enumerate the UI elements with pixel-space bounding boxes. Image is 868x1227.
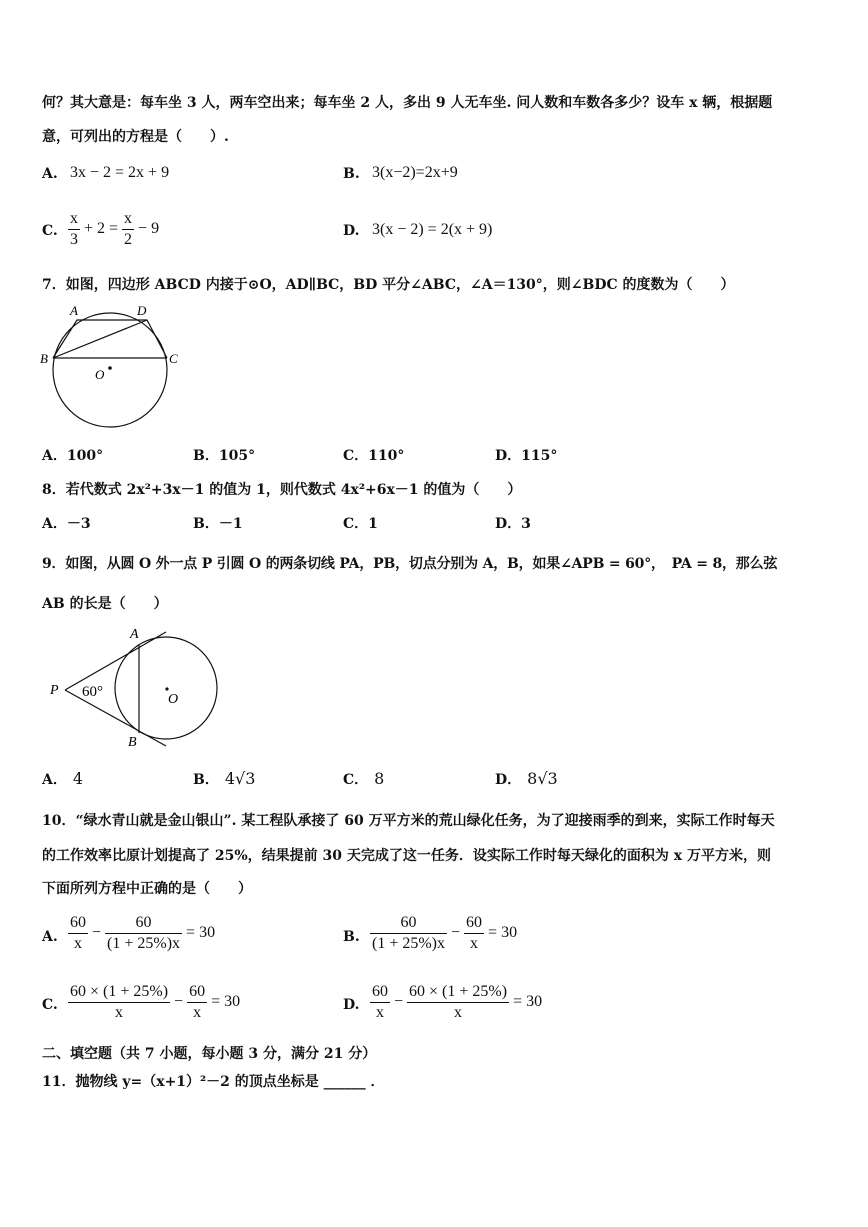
q8-option-a-value: －3 (66, 516, 91, 532)
q8-text: 8．若代数式 2x²+3x－1 的值为 1，则代数式 4x²+6x－1 的值为（ ） (42, 482, 522, 498)
q6-option-a-label: A. (42, 166, 58, 182)
q10-c-den2: x (193, 1004, 202, 1021)
q9-tangent-figure (44, 622, 224, 752)
q8-option-c-value: 1 (368, 516, 378, 532)
q10-b-rhs: = 30 (488, 924, 518, 942)
q9-option-b (193, 769, 255, 789)
q9-label-o: O (168, 692, 179, 707)
q7-option-b-value: 105° (218, 448, 256, 464)
q7-center-dot (108, 366, 112, 370)
q8-option-a (42, 513, 91, 533)
q6-c-frac2-den: 2 (124, 231, 133, 248)
q10-option-d-label: D. (343, 997, 360, 1013)
q6-c-frac1-num: x (68, 209, 80, 230)
q7-label-c: C (169, 351, 178, 366)
q10-b-den1: (1 + 25%)x (372, 935, 446, 952)
q10-a-rhs: = 30 (186, 924, 216, 942)
q7-option-a-label: A． (42, 448, 67, 464)
q7-option-b-label: B． (193, 448, 219, 464)
q9-option-b-value: 4√3 (224, 769, 256, 788)
q10-a-op: − (92, 924, 102, 942)
q9-label-a: A (130, 627, 139, 642)
q7-option-a-value: 100° (66, 448, 104, 464)
q6-c-mid: + 2 = (84, 220, 119, 238)
q6-text-line1: 何？其大意是：每车坐 3 人，两车空出来；每车坐 2 人，多出 9 人无车坐. 问人数和车数各多少？设车 x 辆，根据题 (42, 95, 773, 111)
q9-option-d (495, 769, 558, 789)
q9-option-a (42, 769, 83, 789)
q10-option-c-label: C. (42, 997, 58, 1013)
q10-d-num2: 60 × (1 + 25%) (407, 982, 509, 1003)
q7-option-c (343, 445, 404, 465)
q8-option-c-label: C． (343, 516, 369, 532)
q9-option-a-label: A． (42, 772, 67, 788)
q10-text-line1: 10．“绿水青山就是金山银山”. 某工程队承接了 60 万平方米的荒山绿化任务，为了迎接雨季的到来，实际工作时每天 (42, 813, 775, 829)
q7-option-c-value: 110° (368, 448, 405, 464)
q10-d-den2: x (454, 1004, 463, 1021)
q7-label-a: A (70, 303, 78, 318)
q10-c-num2: 60 (187, 982, 207, 1003)
q7-quadrilateral (53, 320, 167, 358)
q7-option-b (193, 445, 255, 465)
q10-a-num2: 60 (105, 913, 182, 934)
q10-c-den1: x (115, 1004, 124, 1021)
q8-option-b-label: B． (193, 516, 219, 532)
q9-option-c-value: 8 (374, 769, 385, 788)
q9-center-dot (165, 687, 168, 690)
q9-label-angle: 60° (82, 684, 103, 700)
q7-text: 7．如图，四边形 ABCD 内接于⊙O，AD∥BC，BD 平分∠ABC，∠A＝130°，则∠BDC 的度数为（ ） (42, 277, 735, 293)
q6-c-tail: − 9 (138, 220, 160, 238)
q7-option-d (495, 445, 557, 465)
q10-d-op: − (394, 993, 404, 1011)
q10-option-d-expr (370, 982, 542, 1023)
q10-a-num1: 60 (68, 913, 88, 934)
q10-a-den1: x (74, 935, 82, 952)
q10-text-line3: 下面所列方程中正确的是（ ） (42, 881, 252, 897)
q10-b-num1: 60 (370, 913, 447, 934)
q9-option-b-label: B． (193, 772, 219, 788)
q6-option-b-label: B. (343, 166, 360, 182)
q8-option-a-label: A． (42, 516, 67, 532)
q7-option-c-label: C． (343, 448, 369, 464)
q10-b-den2: x (470, 935, 479, 952)
q7-option-a (42, 445, 103, 465)
q9-option-d-value: 8√3 (527, 769, 558, 788)
q6-c-frac1-den: 3 (70, 231, 78, 248)
q6-option-c-label: C. (42, 223, 58, 239)
q10-option-a-expr (68, 913, 215, 954)
q6-option-d-label: D. (343, 223, 360, 239)
q6-c-frac2-num: x (122, 209, 134, 230)
q6-option-c-expr (68, 209, 159, 250)
q10-d-rhs: = 30 (513, 993, 543, 1011)
q9-label-b: B (128, 735, 137, 750)
q9-option-a-value: 4 (72, 769, 84, 788)
q11-text: 11．抛物线 y=（x+1）²－2 的顶点坐标是 ______ ． (42, 1074, 385, 1090)
q9-option-c (343, 769, 384, 789)
q9-option-d-label: D． (495, 772, 522, 788)
q10-a-den2: (1 + 25%)x (107, 935, 181, 952)
q9-label-p: P (50, 683, 59, 698)
q10-c-op: − (174, 993, 184, 1011)
q10-d-num1: 60 (370, 982, 390, 1003)
q10-d-den1: x (376, 1004, 384, 1021)
q8-option-b (193, 513, 243, 533)
q8-option-b-value: －1 (218, 516, 243, 532)
q10-c-num1: 60 × (1 + 25%) (68, 982, 170, 1003)
q8-option-d (495, 513, 531, 533)
q10-b-num2: 60 (464, 913, 484, 934)
q9-option-c-label: C． (343, 772, 369, 788)
q10-text-line2: 的工作效率比原计划提高了 25%，结果提前 30 天完成了这一任务．设实际工作时每天绿化的面积为 x 万平方米，则 (42, 848, 771, 864)
q7-label-b: B (40, 351, 48, 366)
q8-option-d-value: 3 (521, 516, 531, 532)
q7-option-d-value: 115° (521, 448, 558, 464)
q9-text-line2: AB 的长是（ ） (42, 596, 168, 612)
q7-circle-figure (36, 300, 186, 430)
q7-option-d-label: D． (495, 448, 522, 464)
q6-text-line2: 意，可列出的方程是（ ）. (42, 129, 229, 145)
q7-diagonal-bd (53, 320, 147, 358)
q8-option-d-label: D． (495, 516, 522, 532)
q10-option-c-expr (68, 982, 240, 1023)
q7-label-o: O (95, 367, 105, 382)
q10-option-a-label: A. (42, 929, 58, 945)
q10-option-b-label: B. (343, 929, 360, 945)
q7-label-d: D (137, 303, 147, 318)
section-heading-fill-in: 二、填空题（共 7 小题，每小题 3 分，满分 21 分） (42, 1046, 377, 1062)
q10-b-op: − (451, 924, 461, 942)
q9-text-line1: 9．如图，从圆 O 外一点 P 引圆 O 的两条切线 PA，PB，切点分别为 A，B，如果∠APB = 60°， PA = 8，那么弦 (42, 556, 778, 572)
q10-option-b-expr (370, 913, 517, 954)
q6-option-a-expr: 3x − 2 = 2x + 9 (70, 164, 170, 181)
q10-c-rhs: = 30 (211, 993, 241, 1011)
q6-option-d-expr: 3(x − 2) = 2(x + 9) (372, 221, 493, 238)
q6-option-b-expr: 3(x−2)=2x+9 (372, 164, 458, 181)
q8-option-c (343, 513, 378, 533)
